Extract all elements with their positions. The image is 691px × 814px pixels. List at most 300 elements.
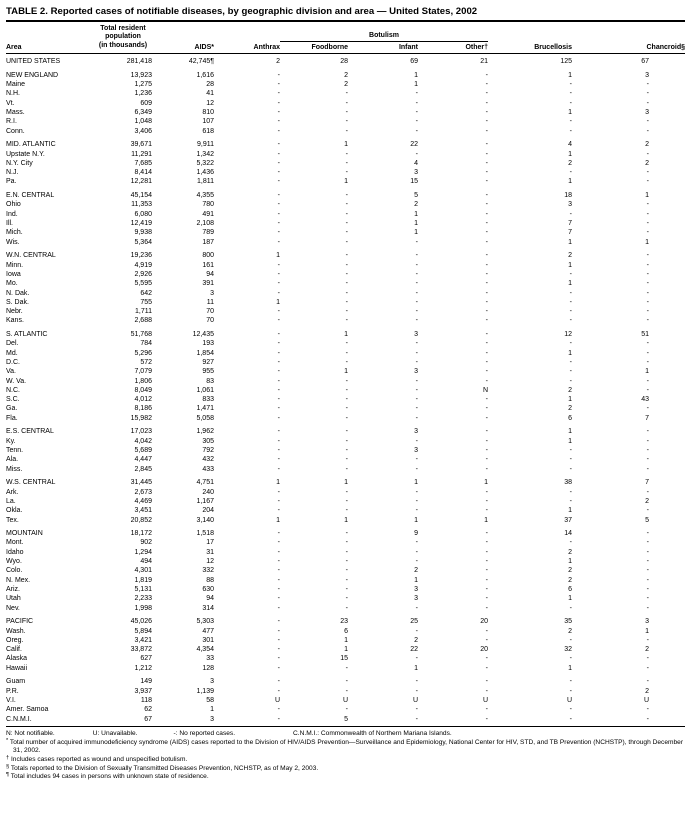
value-cell: - (646, 127, 649, 135)
table-row (6, 585, 685, 594)
table-row (6, 127, 685, 136)
value-cell: - (646, 280, 649, 288)
value-cell: 3 (414, 595, 418, 603)
value-cell: - (485, 220, 488, 228)
value-cell: - (485, 298, 488, 306)
value-cell: - (277, 456, 280, 464)
area-cell: Upstate N.Y. (6, 150, 45, 158)
area-cell: Oreg. (6, 636, 24, 644)
value-cell: 301 (202, 636, 214, 644)
value-cell: 4 (568, 141, 572, 149)
value-cell: - (415, 497, 418, 505)
value-cell: - (277, 210, 280, 218)
value-cell: - (485, 192, 488, 200)
value-cell: - (277, 386, 280, 394)
value-cell: 1 (276, 516, 280, 524)
value-cell: - (646, 678, 649, 686)
table-row (6, 395, 685, 404)
value-cell: - (277, 358, 280, 366)
value-cell: 1 (414, 220, 418, 228)
value-cell: 432 (202, 456, 214, 464)
value-cell: 22 (410, 646, 418, 654)
value-cell: 2 (568, 405, 572, 413)
area-cell: Md. (6, 349, 18, 357)
value-cell: 2,688 (134, 317, 152, 325)
table-row (6, 548, 685, 557)
area-cell: N. Mex. (6, 576, 31, 584)
value-cell: - (485, 349, 488, 357)
value-cell: 11,291 (131, 150, 152, 158)
value-cell: - (345, 317, 348, 325)
value-cell: - (277, 377, 280, 385)
value-cell: - (646, 715, 649, 723)
value-cell: 20 (480, 646, 488, 654)
value-cell: - (277, 178, 280, 186)
value-cell: - (345, 90, 348, 98)
value-cell: - (415, 99, 418, 107)
value-cell: - (345, 289, 348, 297)
value-cell: - (485, 118, 488, 126)
value-cell: 1 (344, 141, 348, 149)
value-cell: - (277, 488, 280, 496)
value-cell: 7 (645, 479, 649, 487)
value-cell: 12 (564, 331, 572, 339)
table-row (6, 478, 685, 487)
value-cell: 1 (276, 479, 280, 487)
value-cell: - (345, 558, 348, 566)
area-cell: Tex. (6, 516, 19, 524)
area-cell: Alaska (6, 655, 28, 663)
value-cell: 58 (206, 697, 214, 705)
value-cell: - (485, 308, 488, 316)
value-cell: - (569, 81, 572, 89)
value-cell: - (415, 270, 418, 278)
area-cell: R.I. (6, 118, 17, 126)
table-row (6, 617, 685, 626)
header-spacer (152, 22, 214, 41)
value-cell: 1 (645, 627, 649, 635)
value-cell: - (646, 548, 649, 556)
footnote: † Includes cases reported as wound and unspecified botulism. (6, 754, 188, 763)
value-cell: 2,233 (134, 595, 152, 603)
value-cell: 21 (480, 58, 488, 66)
value-cell: - (277, 548, 280, 556)
value-cell: - (485, 90, 488, 98)
value-cell: - (277, 201, 280, 209)
value-cell: - (277, 655, 280, 663)
value-cell: 1 (414, 229, 418, 237)
value-cell: - (569, 308, 572, 316)
footnote: § Totals reported to the Division of Sexually Transmitted Diseases Prevention, NCHSTP, as of May 2, 2003. (6, 763, 319, 772)
value-cell: 4,447 (134, 456, 152, 464)
value-cell: - (569, 465, 572, 473)
value-cell: - (646, 308, 649, 316)
table-row (6, 108, 685, 117)
value-cell: 9,911 (197, 141, 214, 149)
value-cell: - (277, 447, 280, 455)
area-cell: Idaho (6, 548, 24, 556)
value-cell: 13,923 (130, 71, 152, 79)
value-cell: - (646, 595, 649, 603)
value-cell: - (345, 210, 348, 218)
value-cell: 391 (202, 280, 214, 288)
value-cell: 1 (344, 646, 348, 654)
value-cell: 1,139 (196, 687, 214, 695)
value-cell: - (345, 687, 348, 695)
col-header-area: Area (6, 41, 94, 53)
value-cell: - (485, 548, 488, 556)
table-row (6, 339, 685, 348)
value-cell: - (485, 576, 488, 584)
area-cell: N.H. (6, 90, 20, 98)
value-cell: - (415, 655, 418, 663)
table-row (6, 386, 685, 395)
value-cell: - (415, 715, 418, 723)
area-cell: Guam (6, 678, 26, 686)
value-cell: - (485, 71, 488, 79)
value-cell: 618 (202, 127, 214, 135)
value-cell: 6 (344, 627, 348, 635)
value-cell: 2 (414, 636, 418, 644)
table-row (6, 358, 685, 367)
value-cell: - (415, 127, 418, 135)
value-cell: 67 (641, 58, 649, 66)
value-cell: 11 (206, 298, 214, 306)
value-cell: - (485, 585, 488, 593)
value-cell: 9,938 (134, 229, 152, 237)
value-cell: 6,080 (134, 210, 152, 218)
value-cell: - (277, 238, 280, 246)
value-cell: 1 (568, 238, 572, 246)
value-cell: 1,212 (134, 664, 152, 672)
area-cell: PACIFIC (6, 618, 34, 626)
area-cell: Ariz. (6, 585, 20, 593)
area-cell: Maine (6, 81, 26, 89)
value-cell: - (569, 539, 572, 547)
value-cell: - (415, 340, 418, 348)
col-header-population-unit: (in thousands) (94, 41, 152, 53)
value-cell: 5,894 (134, 627, 152, 635)
footnote: * Total number of acquired immunodeficiency syndrome (AIDS) cases reported to the Division of HIV/AIDS Prevention—Surveillance and Epidemiology, National Center for HIV, STD, and TB Prevention (NCHSTP), through December 31, 2002. (6, 738, 684, 755)
value-cell: - (485, 488, 488, 496)
table-row (6, 298, 685, 307)
area-cell: Conn. (6, 127, 25, 135)
value-cell: 780 (202, 201, 214, 209)
value-cell: 1 (568, 349, 572, 357)
value-cell: - (646, 530, 649, 538)
value-cell: - (485, 159, 488, 167)
value-cell: - (646, 118, 649, 126)
value-cell: 784 (140, 340, 152, 348)
table-row (6, 219, 685, 228)
table-row (6, 455, 685, 464)
value-cell: - (277, 150, 280, 158)
value-cell: - (345, 567, 348, 575)
area-cell: MOUNTAIN (6, 530, 43, 538)
value-cell: 28 (340, 58, 348, 66)
value-cell: 19,236 (130, 252, 152, 260)
legend (6, 729, 685, 738)
col-header-chancroid: Chancroid§ (572, 41, 685, 53)
table-row (6, 414, 685, 423)
area-cell: E.N. CENTRAL (6, 192, 55, 200)
value-cell: 1,294 (134, 548, 152, 556)
value-cell: - (345, 127, 348, 135)
area-cell: S.C. (6, 396, 20, 404)
value-cell: - (485, 270, 488, 278)
table-row (6, 117, 685, 126)
area-cell: Tenn. (6, 447, 24, 455)
value-cell: - (415, 539, 418, 547)
table-row (6, 645, 685, 654)
page-title (6, 4, 685, 22)
value-cell: 2 (568, 159, 572, 167)
table-row (6, 80, 685, 89)
value-cell: - (485, 558, 488, 566)
area-cell: Mich. (6, 229, 23, 237)
value-cell: - (345, 497, 348, 505)
value-cell: - (485, 210, 488, 218)
value-cell: 70 (206, 317, 214, 325)
value-cell: 107 (202, 118, 214, 126)
value-cell: - (415, 386, 418, 394)
population-header-line2: population (105, 33, 141, 41)
area-cell: E.S. CENTRAL (6, 428, 54, 436)
value-cell: 792 (202, 447, 214, 455)
value-cell: - (277, 280, 280, 288)
value-cell: 149 (140, 678, 152, 686)
value-cell: - (277, 576, 280, 584)
value-cell: - (485, 340, 488, 348)
value-cell: - (277, 428, 280, 436)
value-cell: - (569, 447, 572, 455)
value-cell: - (345, 530, 348, 538)
value-cell: - (646, 664, 649, 672)
value-cell: 31,445 (130, 479, 152, 487)
table-row (6, 191, 685, 200)
value-cell: - (345, 507, 348, 515)
value-cell: 94 (206, 595, 214, 603)
value-cell: 45,026 (130, 618, 152, 626)
area-cell: C.N.M.I. (6, 715, 32, 723)
value-cell: - (277, 141, 280, 149)
value-cell: 2 (568, 567, 572, 575)
value-cell: - (646, 201, 649, 209)
value-cell: - (569, 377, 572, 385)
value-cell: - (646, 437, 649, 445)
value-cell: 1 (568, 261, 572, 269)
value-cell: - (646, 298, 649, 306)
value-cell: 4,355 (196, 192, 214, 200)
value-cell: 43 (641, 396, 649, 404)
col-header-other: Other† (418, 41, 488, 53)
area-cell: Nebr. (6, 308, 23, 316)
col-header-aids: AIDS* (152, 41, 214, 53)
value-cell: 7,685 (134, 159, 152, 167)
value-cell: - (485, 465, 488, 473)
footnote-marker: ¶ (6, 772, 10, 779)
value-cell: - (415, 150, 418, 158)
value-cell: 3 (414, 447, 418, 455)
value-cell: 12 (206, 99, 214, 107)
value-cell: 1,998 (134, 604, 152, 612)
value-cell: 38 (564, 479, 572, 487)
value-cell: 800 (202, 252, 214, 260)
table-number: TABLE 2. (6, 6, 48, 17)
value-cell: 4,301 (134, 567, 152, 575)
value-cell: - (345, 396, 348, 404)
value-cell: - (415, 456, 418, 464)
value-cell: - (345, 437, 348, 445)
value-cell: - (277, 604, 280, 612)
value-cell: - (415, 280, 418, 288)
value-cell: - (646, 252, 649, 260)
value-cell: 2,926 (134, 270, 152, 278)
value-cell: 572 (140, 358, 152, 366)
table-row (6, 140, 685, 149)
value-cell: - (569, 90, 572, 98)
table-row (6, 367, 685, 376)
value-cell: - (646, 229, 649, 237)
value-cell: 1 (414, 516, 418, 524)
value-cell: 28 (206, 81, 214, 89)
table-row (6, 446, 685, 455)
value-cell: 3 (210, 678, 214, 686)
value-cell: - (345, 308, 348, 316)
value-cell: - (277, 108, 280, 116)
value-cell: 51,768 (130, 331, 152, 339)
value-cell: 15 (410, 178, 418, 186)
value-cell: - (277, 368, 280, 376)
value-cell: - (345, 238, 348, 246)
value-cell: 1 (484, 516, 488, 524)
legend-item: N: Not notifiable. (6, 730, 55, 738)
value-cell: 1,471 (196, 405, 214, 413)
value-cell: - (485, 229, 488, 237)
value-cell: 32 (564, 646, 572, 654)
value-cell: 128 (202, 664, 214, 672)
value-cell: - (345, 358, 348, 366)
table-row (6, 316, 685, 325)
value-cell: 4,012 (134, 396, 152, 404)
value-cell: 1 (568, 178, 572, 186)
value-cell: 332 (202, 567, 214, 575)
value-cell: 1 (645, 238, 649, 246)
value-cell: - (345, 220, 348, 228)
value-cell: 1,167 (196, 497, 214, 505)
value-cell: 3 (645, 108, 649, 116)
value-cell: - (485, 428, 488, 436)
header-spacer (488, 22, 572, 41)
value-cell: - (415, 298, 418, 306)
value-cell: 5,303 (196, 618, 214, 626)
area-cell: Amer. Samoa (6, 706, 49, 714)
value-cell: - (485, 238, 488, 246)
table-row (6, 576, 685, 585)
value-cell: - (415, 405, 418, 413)
value-cell: 5,595 (134, 280, 152, 288)
value-cell: - (277, 558, 280, 566)
table-row (6, 200, 685, 209)
area-cell: W.S. CENTRAL (6, 479, 56, 487)
table-row (6, 228, 685, 237)
value-cell: 18 (564, 192, 572, 200)
value-cell: 1 (344, 368, 348, 376)
value-cell: 33 (206, 655, 214, 663)
area-cell: S. Dak. (6, 298, 29, 306)
value-cell: - (277, 687, 280, 695)
table-row (6, 427, 685, 436)
table-row (6, 150, 685, 159)
table-header (6, 22, 685, 54)
value-cell: - (277, 465, 280, 473)
value-cell: - (345, 604, 348, 612)
value-cell: 609 (140, 99, 152, 107)
value-cell: 3,451 (134, 507, 152, 515)
value-cell: 8,049 (134, 386, 152, 394)
value-cell: 927 (202, 358, 214, 366)
table-row (6, 529, 685, 538)
value-cell: 2 (276, 58, 280, 66)
value-cell: U (274, 697, 280, 705)
area-cell: La. (6, 497, 16, 505)
value-cell: 1,806 (134, 377, 152, 385)
value-cell: 51 (641, 331, 649, 339)
value-cell: - (345, 465, 348, 473)
value-cell: - (277, 437, 280, 445)
area-cell: UNITED STATES (6, 58, 61, 66)
value-cell: 2 (645, 159, 649, 167)
value-cell: - (345, 386, 348, 394)
value-cell: 3 (645, 71, 649, 79)
value-cell: - (646, 270, 649, 278)
value-cell: 69 (410, 58, 418, 66)
value-cell: - (485, 201, 488, 209)
area-cell: Ohio (6, 201, 21, 209)
value-cell: - (345, 576, 348, 584)
area-cell: Vt. (6, 99, 15, 107)
area-cell: W.N. CENTRAL (6, 252, 56, 260)
value-cell: 7 (645, 414, 649, 422)
value-cell: - (646, 636, 649, 644)
value-cell: - (345, 664, 348, 672)
area-cell: Va. (6, 368, 16, 376)
value-cell: - (277, 567, 280, 575)
area-cell: Kans. (6, 317, 24, 325)
value-cell: U (482, 697, 488, 705)
value-cell: 14 (564, 530, 572, 538)
area-cell: Mass. (6, 108, 25, 116)
value-cell: 39,671 (130, 141, 152, 149)
area-cell: Wash. (6, 627, 26, 635)
value-cell: - (569, 99, 572, 107)
value-cell: 1 (568, 280, 572, 288)
value-cell: - (345, 280, 348, 288)
value-cell: 2,673 (134, 488, 152, 496)
area-cell: Mo. (6, 280, 18, 288)
area-cell: N.Y. City (6, 159, 33, 167)
value-cell: - (415, 358, 418, 366)
value-cell: 4,919 (134, 261, 152, 269)
value-cell: 17 (206, 539, 214, 547)
value-cell: - (485, 280, 488, 288)
value-cell: 5,322 (196, 159, 214, 167)
value-cell: - (485, 150, 488, 158)
value-cell: - (646, 377, 649, 385)
table-row (6, 705, 685, 714)
value-cell: 1 (568, 71, 572, 79)
value-cell: 20 (480, 618, 488, 626)
